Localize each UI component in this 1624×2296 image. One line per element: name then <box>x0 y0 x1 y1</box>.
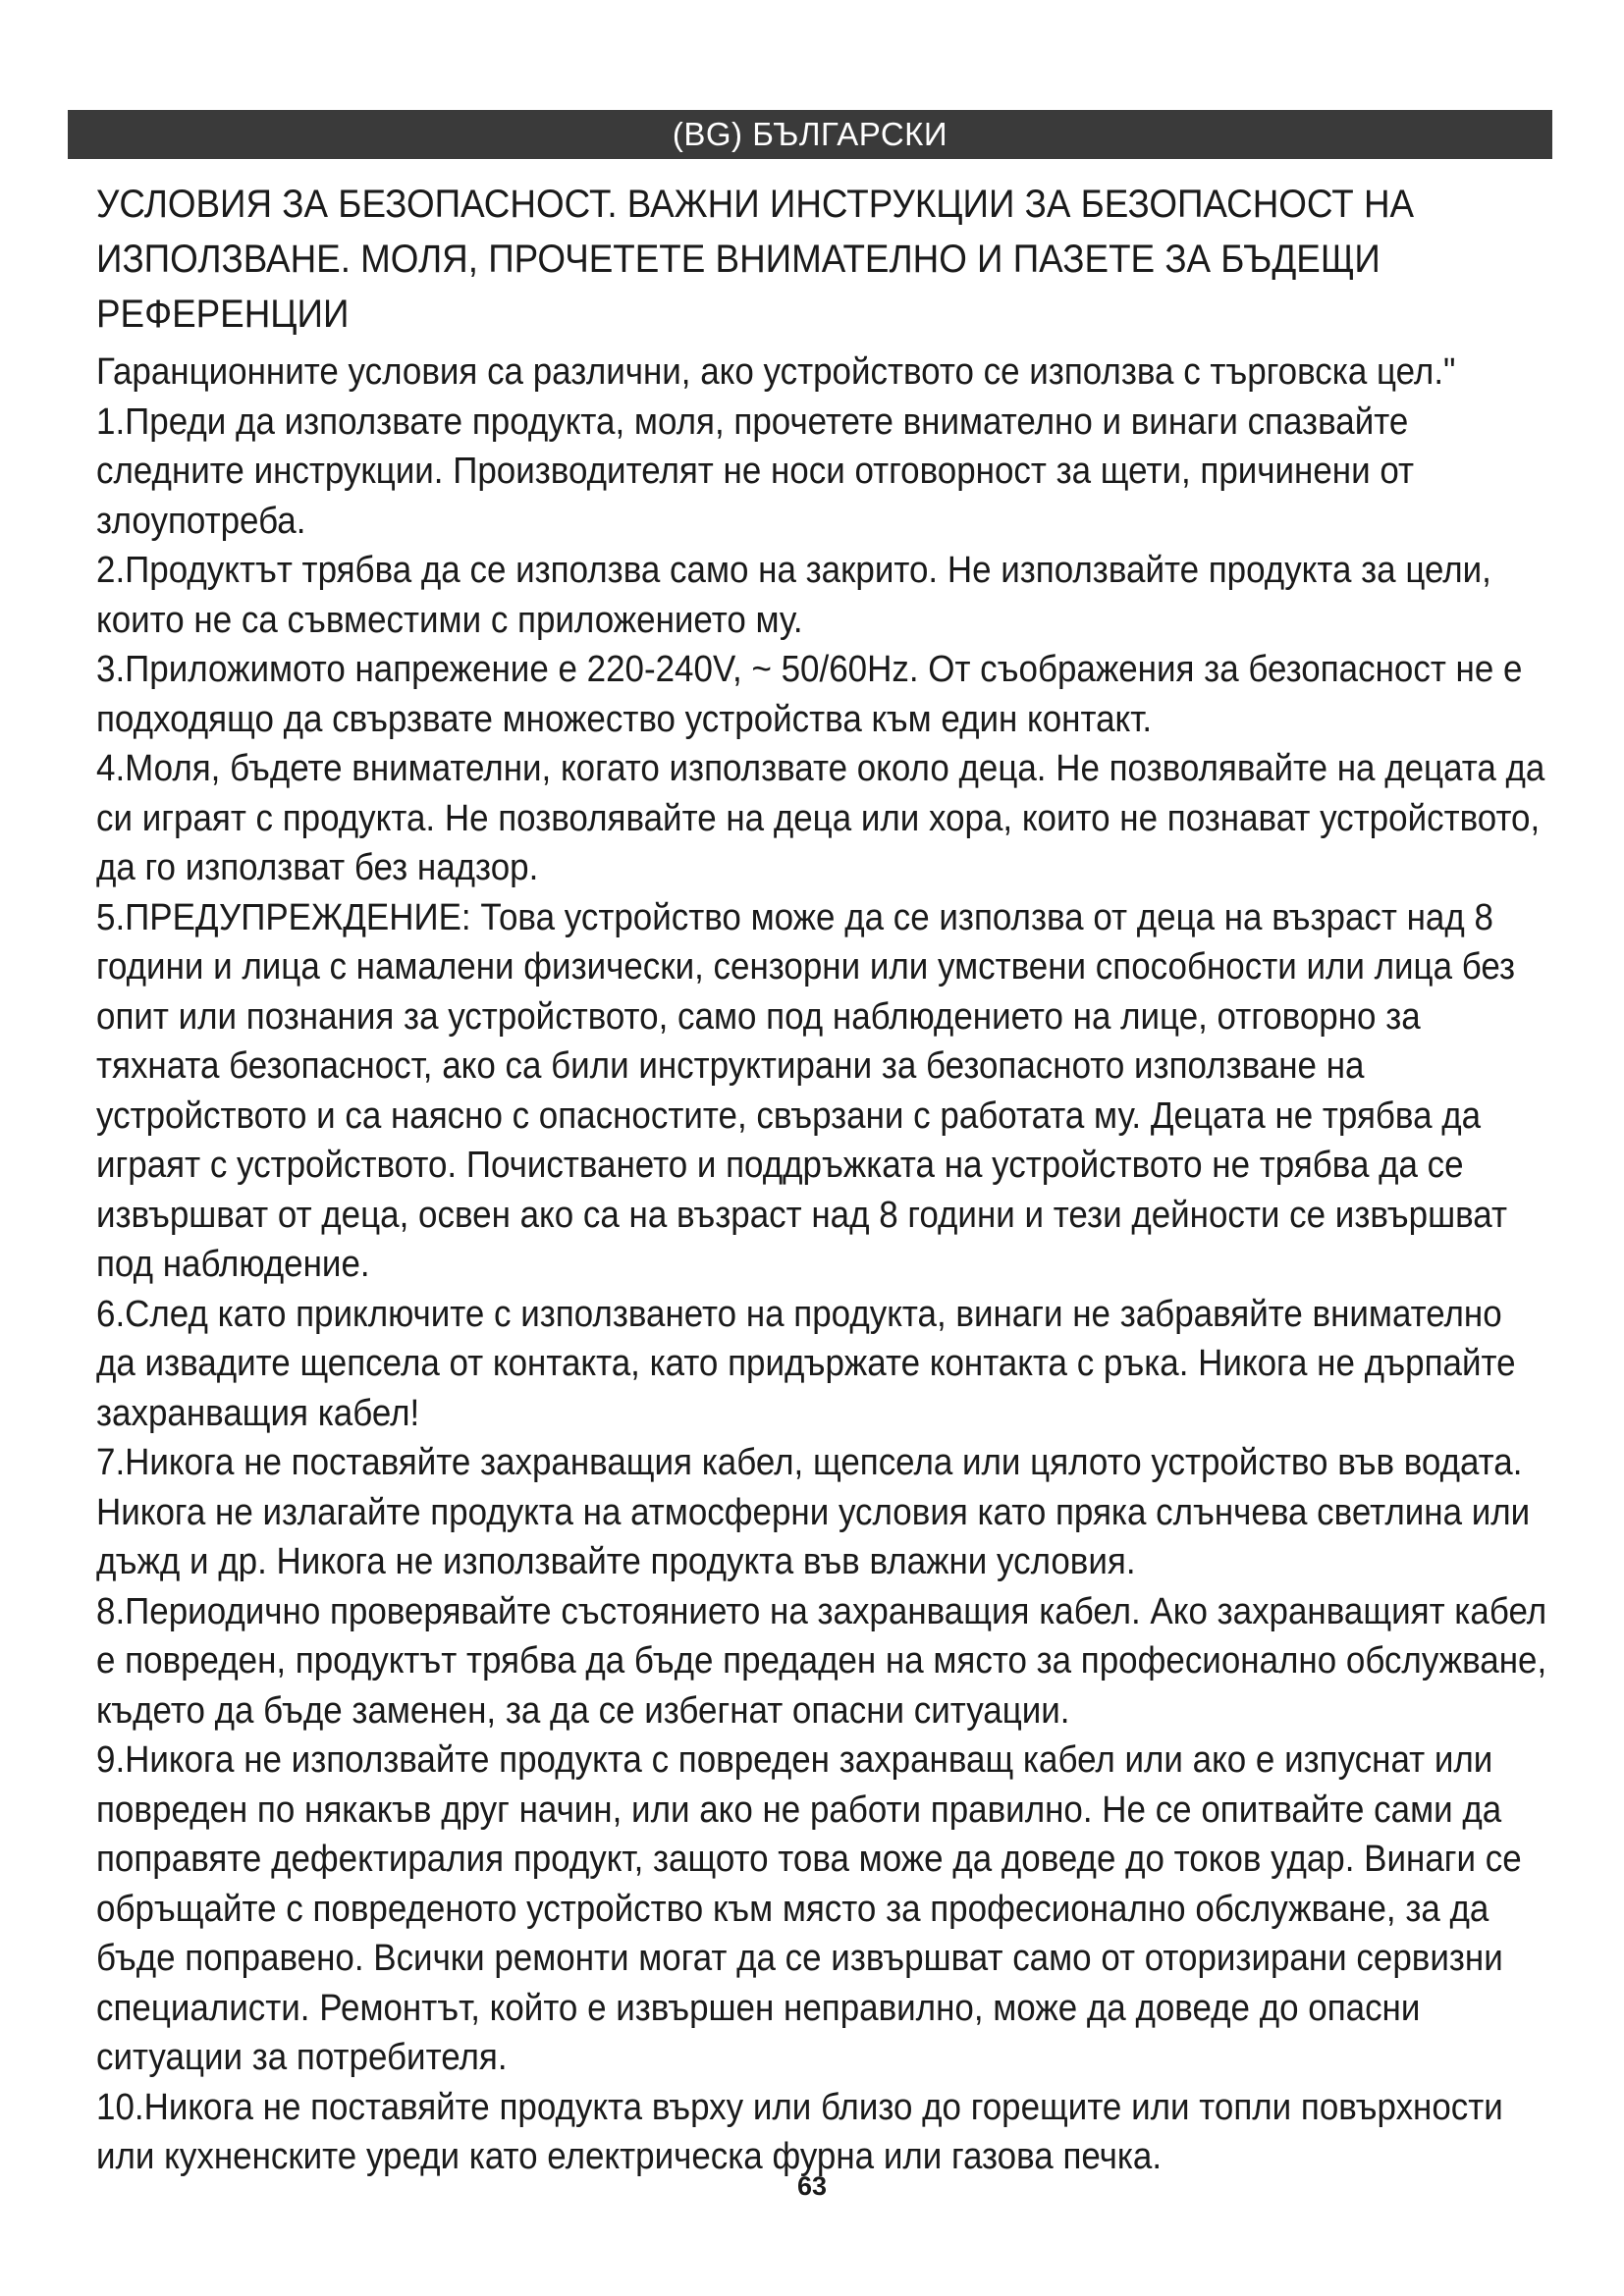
instruction-item-4: 4.Моля, бъдете внимателни, когато използвате около деца. Не позволявайте на децата да си играят с продукта. Не позволявайте на деца или хора, които не познават устройството, да го използват без надзор. <box>96 748 1545 888</box>
language-header-bar <box>68 110 1552 159</box>
instruction-item-10: 10.Никога не поставяйте продукта върху или близо до горещите или топли повърхности или кухненските уреди като електрическа фурна или газова печка. <box>96 2086 1503 2177</box>
instruction-item-3: 3.Приложимото напрежение е 220-240V, ~ 50/60Hz. От съображения за безопасност не е подходящо да свързвате множество устройства към един контакт. <box>96 649 1523 740</box>
instruction-item-7: 7.Никога не поставяйте захранващия кабел, щепсела или цялото устройство във водата. Никога не излагайте продукта на атмосферни условия като пряка слънчева светлина или дъжд и др. Никога не използвайте продукта във влажни условия. <box>96 1442 1531 1582</box>
instruction-item-9: 9.Никога не използвайте продукта с повреден захранващ кабел или ако е изпуснат или повреден по някакъв друг начин, или ако не работи правилно. Не се опитвайте сами да поправяте дефектиралия продукт, защото това може да доведе до токов удар. Винаги се обръщайте с повреденото устройство към място за професионално обслужване, за да бъде поправено. Всички ремонти могат да се извършват само от оторизирани сервизни специалисти. Ремонтът, който е извършен неправилно, може да доведе до опасни ситуации за потребителя. <box>96 1739 1522 2078</box>
warranty-note: Гаранционните условия са различни, ако устройството се използва с търговска цел." <box>96 351 1456 393</box>
instruction-item-8: 8.Периодично проверявайте състоянието на захранващия кабел. Ако захранващият кабел е повреден, продуктът трябва да бъде предаден на място за професионално обслужване, където да бъде заменен, за да се избегнат опасни ситуации. <box>96 1590 1547 1732</box>
instruction-item-1: 1.Преди да използвате продукта, моля, прочетете внимателно и винаги спазвайте следните инструкции. Производителят не носи отговорност за щети, причинени от злоупотреба. <box>96 400 1415 542</box>
document-body <box>96 177 1549 2182</box>
instruction-item-2: 2.Продуктът трябва да се използва само на закрито. Не използвайте продукта за цели, които не са съвместими с приложението му. <box>96 550 1491 641</box>
page-number: 63 <box>796 2171 828 2201</box>
instruction-item-6: 6.След като приключите с използването на продукта, винаги не забравяйте внимателно да извадите щепсела от контакта, като придържате контакта с ръка. Никога не дърпайте захранващия кабел! <box>96 1293 1516 1434</box>
instruction-item-5: 5.ПРЕДУПРЕЖДЕНИЕ: Това устройство може да се използва от деца на възраст над 8 години и лица с намалени физически, сензорни или умствени способности или лица без опит или познания за устройството, само под наблюдението на лице, отговорно за тяхната безопасност, ако са били инструктирани за безопасното използване на устройството и са наясно с опасностите, свързани с работата му. Децата не трябва да играят с устройството. Почистването и поддръжката на устройството не трябва да се извършват от деца, освен ако са на възраст над 8 години и тези дейности се извършват под наблюдение. <box>96 896 1516 1285</box>
safety-heading: УСЛОВИЯ ЗА БЕЗОПАСНОСТ. ВАЖНИ ИНСТРУКЦИИ ЗА БЕЗОПАСНОСТ НА ИЗПОЛЗВАНЕ. МОЛЯ, ПРОЧЕТЕТЕ ВНИМАТЕЛНО И ПАЗЕТЕ ЗА БЪДЕЩИ РЕФЕРЕНЦИИ <box>96 183 1415 336</box>
language-label: (BG) БЪЛГАРСКИ <box>672 116 948 152</box>
